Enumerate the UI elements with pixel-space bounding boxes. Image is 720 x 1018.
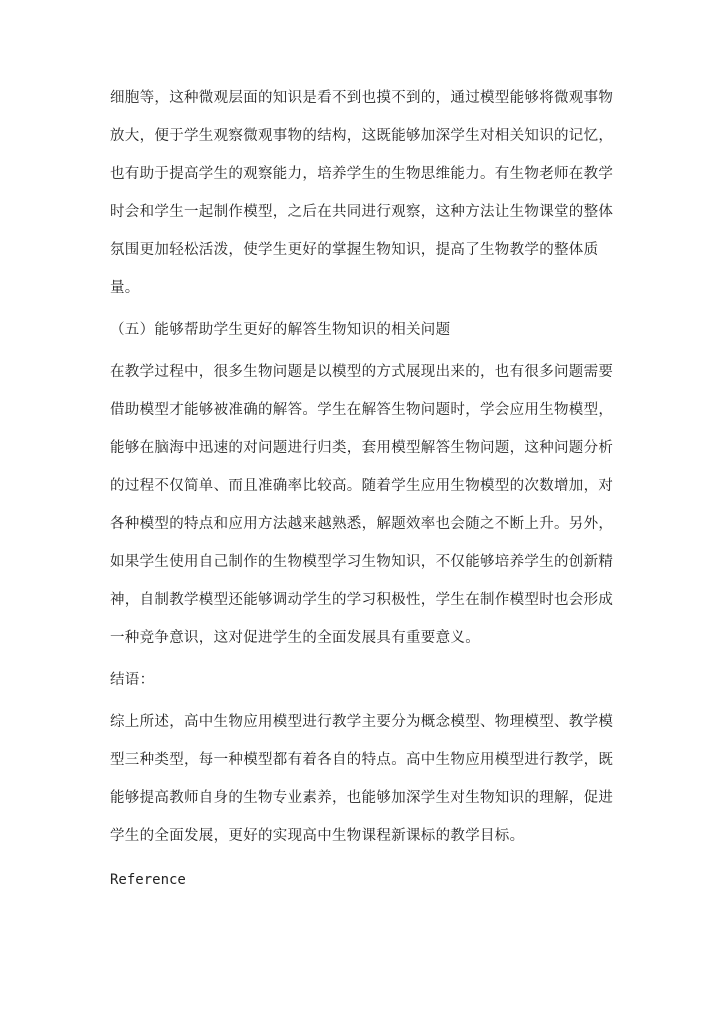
paragraph-2-line-4: 的过程不仅简单、而且准确率比较高。随着学生应用生物模型的次数增加，对 [110, 478, 614, 494]
paragraph-3-line-1: 综上所述，高中生物应用模型进行教学主要分为概念模型、物理模型、教学模 [110, 714, 614, 730]
reference-heading: Reference [110, 872, 186, 888]
paragraph-3-line-3: 能够提高教师自身的生物专业素养，也能够加深学生对生物知识的理解，促进 [110, 790, 614, 806]
paragraph-1-line-4: 时会和学生一起制作模型，之后在共同进行观察，这种方法让生物课堂的整体 [110, 204, 614, 220]
paragraph-2-line-1: 在教学过程中，很多生物问题是以模型的方式展现出来的，也有很多问题需要 [110, 364, 614, 380]
paragraph-3-line-4: 学生的全面发展，更好的实现高中生物课程新课标的教学目标。 [110, 828, 525, 844]
paragraph-2-line-3: 能够在脑海中迅速的对问题进行归类，套用模型解答生物问题，这种问题分析 [110, 440, 614, 456]
paragraph-2-line-5: 各种模型的特点和应用方法越来越熟悉，解题效率也会随之不断上升。另外， [110, 516, 614, 532]
paragraph-2-line-6: 如果学生使用自己制作的生物模型学习生物知识，不仅能够培养学生的创新精 [110, 554, 614, 570]
section-heading-5: （五）能够帮助学生更好的解答生物知识的相关问题 [110, 322, 451, 338]
paragraph-1-line-6: 量。 [110, 280, 140, 296]
paragraph-1-line-3: 也有助于提高学生的观察能力，培养学生的生物思维能力。有生物老师在教学 [110, 166, 614, 182]
paragraph-1-line-1: 细胞等，这种微观层面的知识是看不到也摸不到的，通过模型能够将微观事物 [110, 90, 614, 106]
paragraph-1-line-2: 放大，便于学生观察微观事物的结构，这既能够加深学生对相关知识的记忆， [110, 128, 614, 144]
paragraph-3-line-2: 型三种类型，每一种模型都有着各自的特点。高中生物应用模型进行教学，既 [110, 752, 614, 768]
paragraph-1-line-5: 氛围更加轻松活泼，使学生更好的掌握生物知识，提高了生物教学的整体质 [110, 242, 599, 258]
paragraph-2-line-2: 借助模型才能够被准确的解答。学生在解答生物问题时，学会应用生物模型， [110, 402, 614, 418]
paragraph-2-line-8: 一种竞争意识，这对促进学生的全面发展具有重要意义。 [110, 630, 480, 646]
paragraph-2-line-7: 神，自制教学模型还能够调动学生的学习积极性，学生在制作模型时也会形成 [110, 592, 614, 608]
conclusion-heading: 结语： [110, 672, 155, 688]
